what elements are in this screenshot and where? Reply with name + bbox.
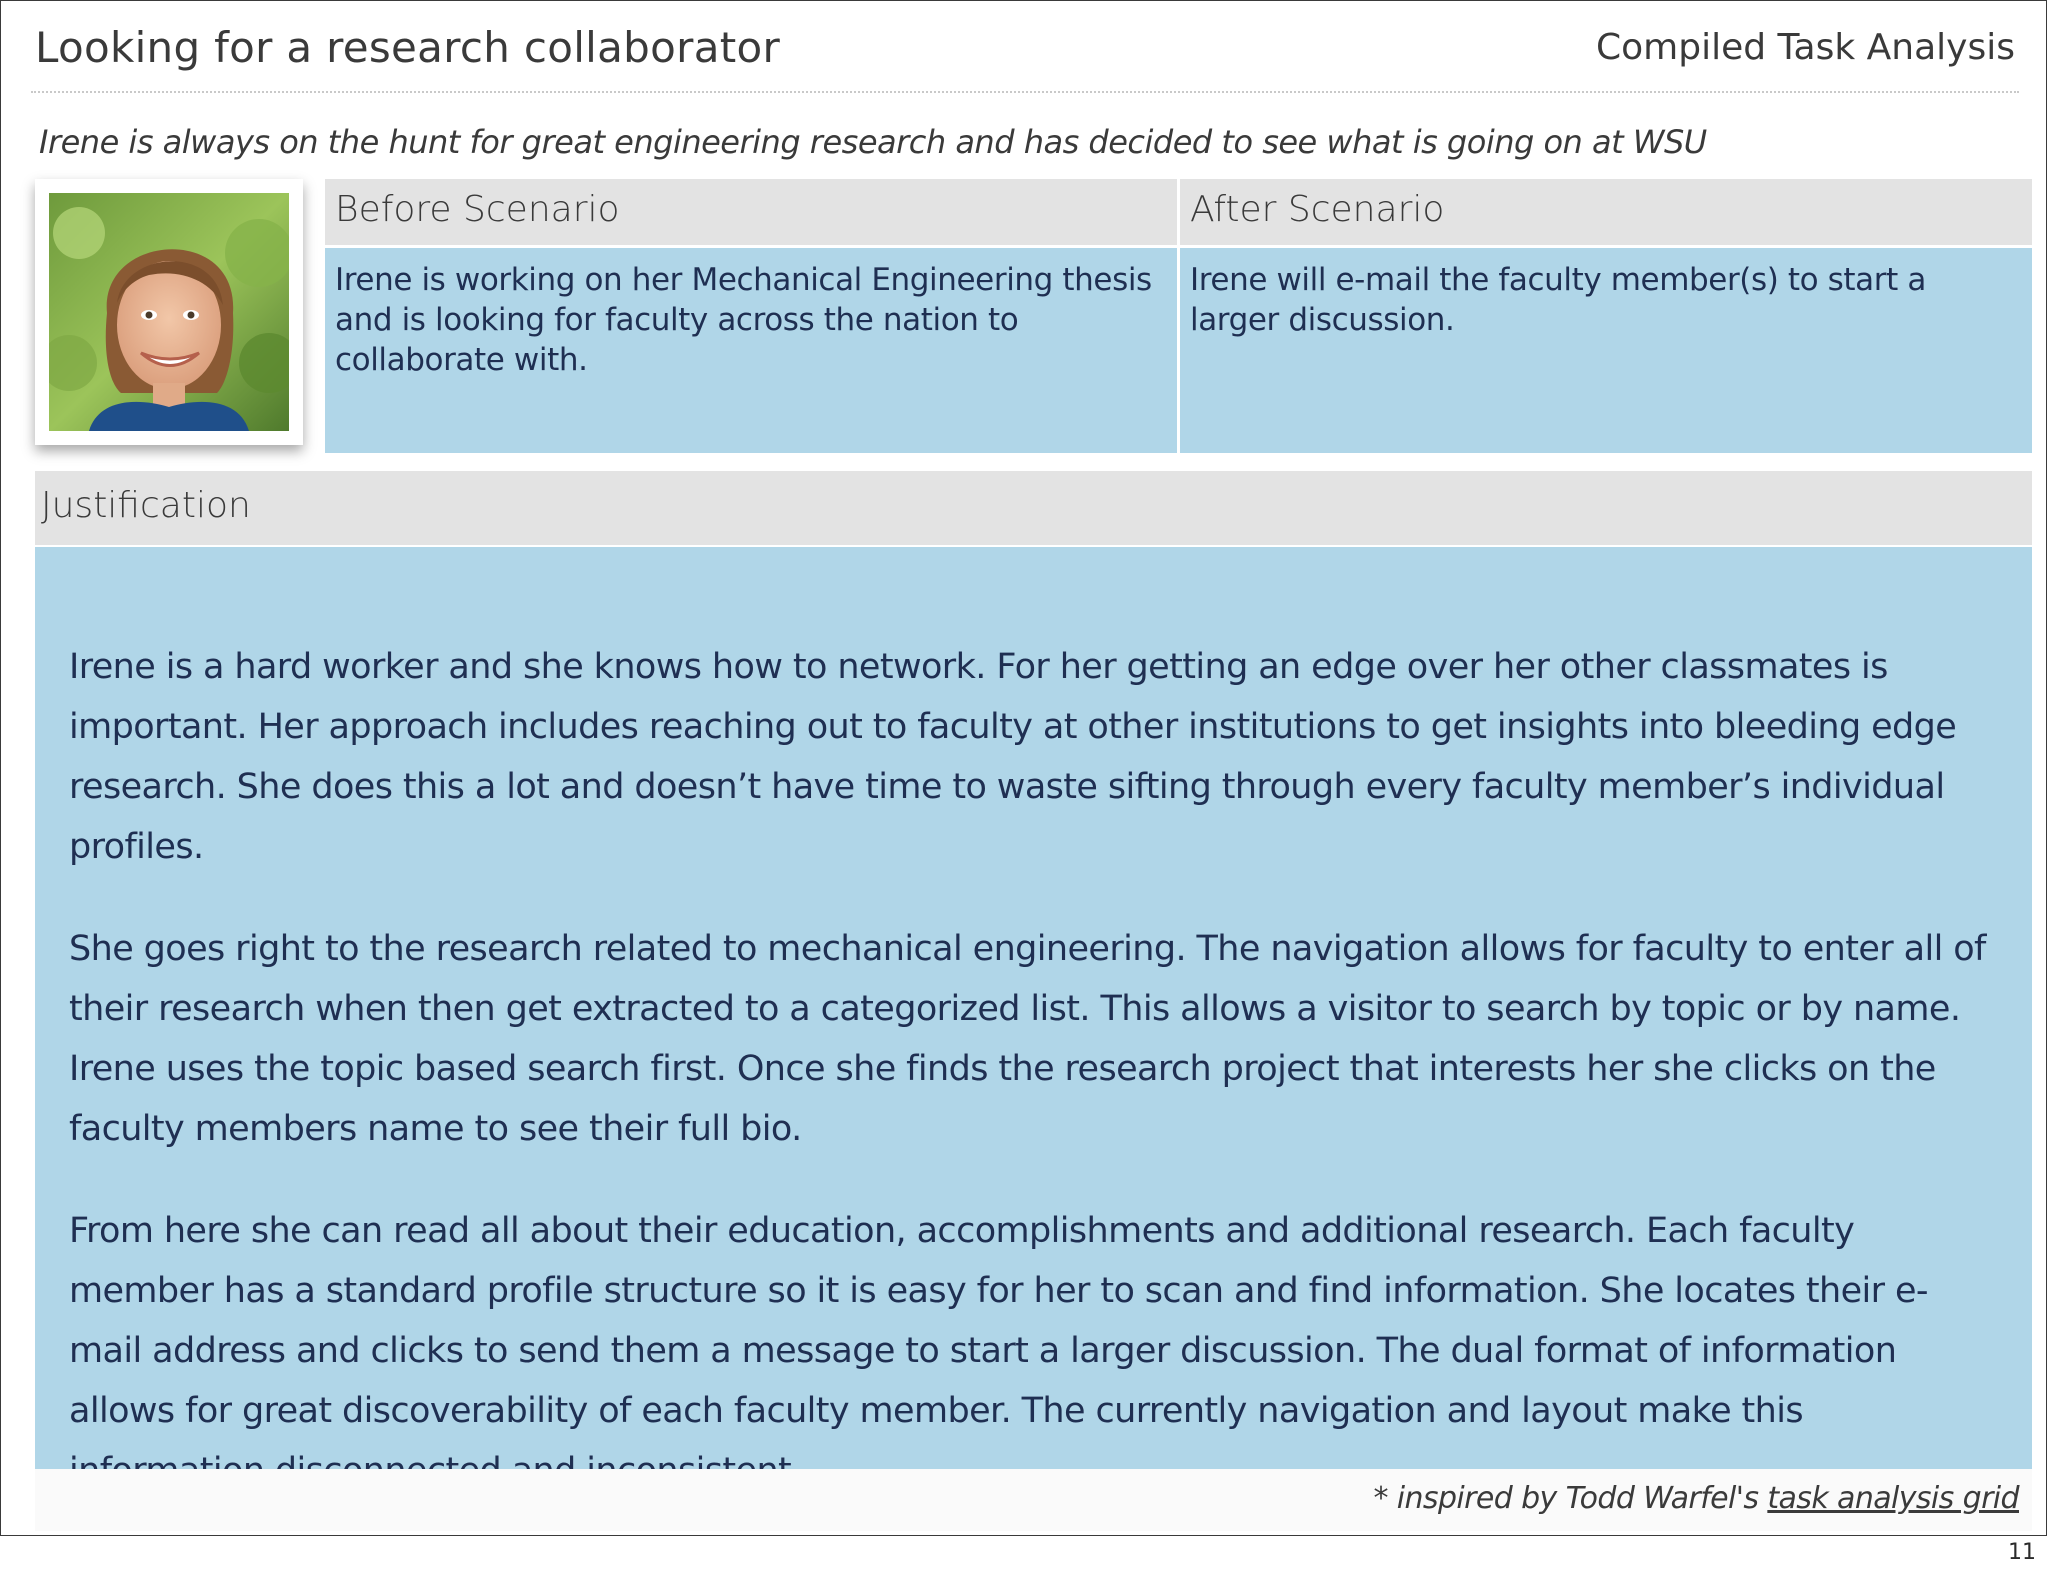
justification-paragraph: Irene is a hard worker and she knows how to network. For her getting an edge over her other classmates is important. Her approach includes reaching out to faculty at other institutions to get insights into bleeding edge research. She does this a lot and doesn’t have time to waste sifting through every faculty member’s individual profiles. xyxy=(69,647,1957,867)
section-label: Compiled Task Analysis xyxy=(1596,27,2015,68)
after-scenario-heading: After Scenario xyxy=(1180,179,2032,245)
page-title: Looking for a research collaborator xyxy=(35,23,781,72)
title-divider xyxy=(31,91,2019,93)
justification-body xyxy=(35,547,2032,1469)
before-scenario-heading: Before Scenario xyxy=(325,179,1177,245)
credit-prefix: * inspired by Todd Warfel's xyxy=(1373,1481,1768,1516)
justification-heading: Justification xyxy=(35,471,2032,545)
justification-paragraph: From here she can read all about their education, accomplishments and additional research. Each faculty member has a standard profile structure so it is easy for her to scan and find information. She locates their e-mail address and clicks to send them a message to start a larger discussion. The dual format of information allows for great discoverability of each faculty member. The currently navigation and layout make this xyxy=(69,1211,1928,1431)
after-scenario-text: Irene will e-mail the faculty member(s) to start a larger discussion. xyxy=(1180,248,2032,453)
scenario-grid xyxy=(325,179,2032,453)
justification-paragraph: She goes right to the research related to mechanical engineering. The navigation allows for faculty to enter all of their research when then get extracted to a categorized list. This allows a visitor to search by topic or by name. Irene uses the topic based search first. Once she finds the research project that interests her she clicks on the faculty members name to see their full bio. xyxy=(69,929,1986,1149)
before-scenario-text: Irene is working on her Mechanical Engineering thesis and is looking for faculty across the nation to collaborate with. xyxy=(325,248,1177,453)
persona-summary: Irene is always on the hunt for great engineering research and has decided to see what is going on at WSU xyxy=(39,123,1707,161)
task-analysis-grid-link[interactable]: task analysis grid xyxy=(1767,1481,2019,1516)
persona-photo-image xyxy=(49,193,289,431)
persona-photo xyxy=(35,179,303,445)
page-number: 11 xyxy=(2008,1540,2036,1565)
credit-line xyxy=(1373,1481,2019,1516)
